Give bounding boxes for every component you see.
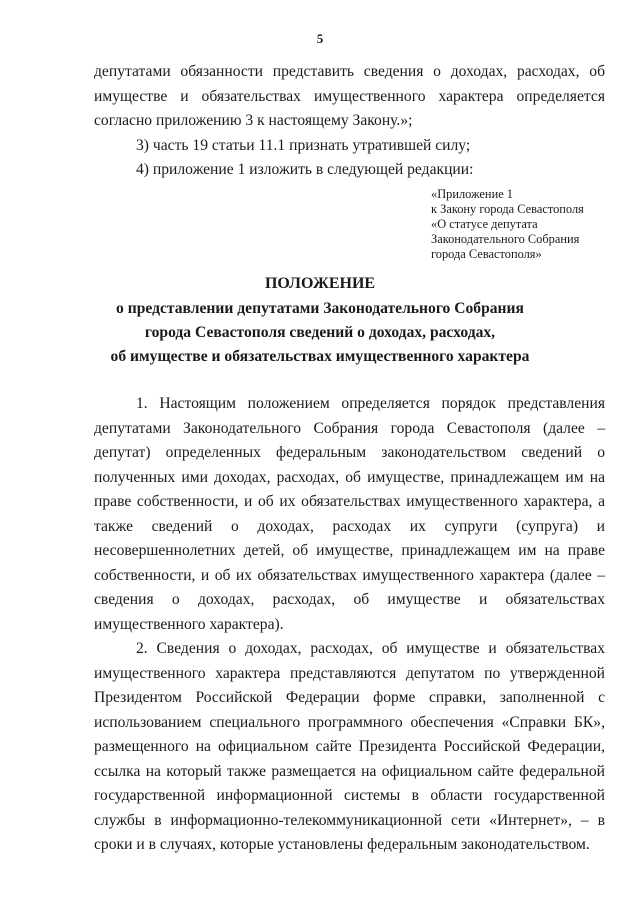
- annex-line-3: «О статусе депутата: [431, 217, 538, 231]
- title-heading: ПОЛОЖЕНИЕ: [264, 275, 376, 292]
- page-number: 5: [316, 31, 324, 46]
- intro-block: [94, 60, 605, 183]
- title-line-3: об имуществе и обязательствах имущественного характера: [110, 348, 530, 365]
- annex-reference: [431, 187, 631, 262]
- annex-line-2: к Закону города Севастополя: [431, 202, 584, 216]
- title-line-1: о представлении депутатами Законодательного Собрания: [116, 300, 524, 317]
- intro-paragraph-continuation: депутатами обязанности представить сведения о доходах, расходах, об имуществе и обязательствах имущественного характера определяется согласно приложению 3 к настоящему Закону.»;: [94, 63, 605, 129]
- body-paragraph-1: 1. Настоящим положением определяется порядок представления депутатами Законодательного Собрания города Севастополя (далее – депутат) определенных федеральным законодательством сведений о полученных ими доходах, расходах, об имуществе, принадлежащем им на праве собственности, и об их обязательствах имущественного характера, а также сведений о доходах, расходах их супруги (супруга) и несовершеннолетних детей, об имуществе, принадлежащем им на праве собственности, и об их обязательствах имущественного характера (далее – сведения о доходах, расходах, об имуществе и обязательствах имущественного характера).: [94, 395, 605, 633]
- annex-line-4: Законодательного Собрания: [431, 232, 580, 246]
- title-line-2: города Севастополя сведений о доходах, расходах,: [144, 324, 496, 341]
- intro-item-3: 3) часть 19 статьи 11.1 признать утратившей силу;: [136, 136, 471, 154]
- annex-line-5: города Севастополя»: [431, 247, 542, 261]
- document-title: [0, 272, 640, 369]
- body-block: [94, 392, 605, 858]
- intro-item-4: 4) приложение 1 изложить в следующей редакции:: [136, 161, 474, 178]
- annex-line-1: «Приложение 1: [431, 187, 513, 201]
- body-paragraph-2: 2. Сведения о доходах, расходах, об имуществе и обязательствах имущественного характера представляются депутатом по утвержденной Президентом Российской Федерации форме справки, заполненной с использованием специального программного обеспечения «Справки БК», размещенного на официальном сайте Президента Российской Федерации, ссылка на который также размещается на официальном сайте федеральной государственной информационной системы в области государственной службы в информационно-телекоммуникационной сети «Интернет», – в сроки и в случаях, которые установлены федеральным законодательством.: [94, 640, 605, 853]
